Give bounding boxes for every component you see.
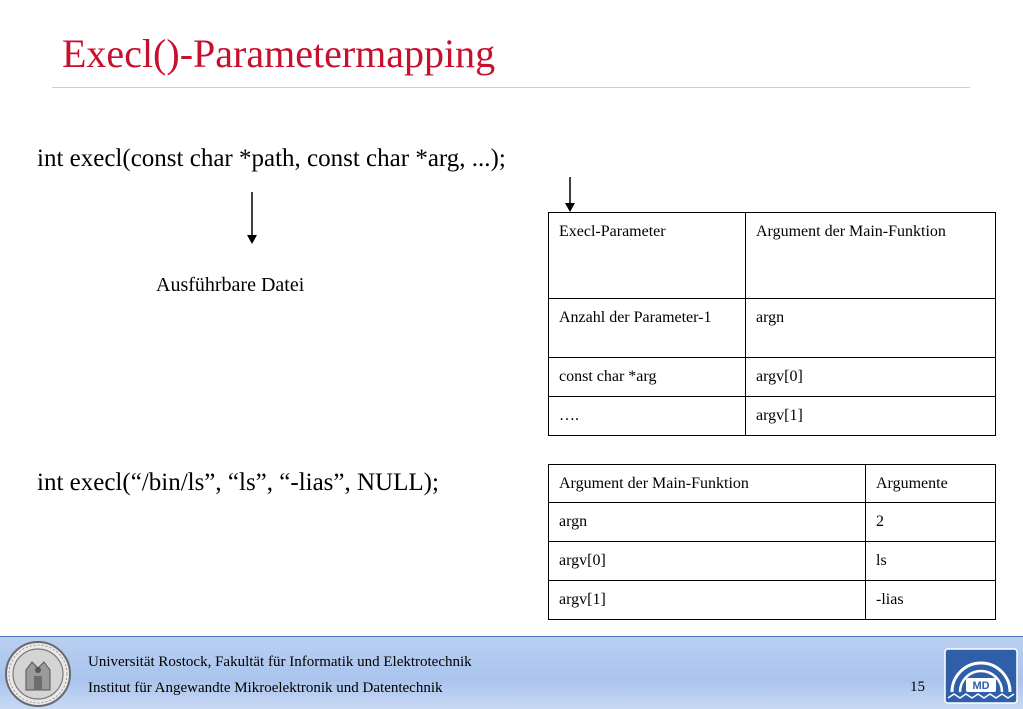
university-seal-icon <box>4 640 72 708</box>
table-cell: argn <box>746 299 996 358</box>
table-cell: const char *arg <box>549 358 746 397</box>
table-cell: argn <box>549 503 866 542</box>
page-number: 15 <box>910 679 925 695</box>
footer-university: Universität Rostock, Fakultät für Informatik und Elektrotechnik <box>88 654 472 670</box>
table-row <box>549 299 996 358</box>
table-cell: 2 <box>866 503 996 542</box>
table-row <box>549 542 996 581</box>
table-cell: -lias <box>866 581 996 620</box>
table-row <box>549 358 996 397</box>
table-cell: Argumente <box>866 465 996 503</box>
institute-logo-icon <box>944 648 1018 704</box>
table-cell: Execl-Parameter <box>549 213 746 299</box>
table-cell: argv[1] <box>549 581 866 620</box>
table-cell: ls <box>866 542 996 581</box>
execl-call-example: int execl(“/bin/ls”, “ls”, “-lias”, NULL); <box>37 469 439 496</box>
slide-title: Execl()-Parametermapping <box>62 31 496 76</box>
executable-label: Ausführbare Datei <box>156 274 305 296</box>
svg-text:MD: MD <box>972 680 990 692</box>
arrow-down-icon <box>562 176 578 214</box>
table-cell: argv[0] <box>549 542 866 581</box>
table-row <box>549 213 996 299</box>
main-arguments-table <box>548 464 996 620</box>
table-cell: …. <box>549 397 746 436</box>
execl-parameter-table <box>548 212 996 436</box>
table-row <box>549 465 996 503</box>
title-divider <box>52 87 970 88</box>
execl-signature: int execl(const char *path, const char *arg, ...); <box>37 145 506 172</box>
footer-bar <box>0 636 1023 709</box>
table-row <box>549 503 996 542</box>
footer-institute: Institut für Angewandte Mikroelektronik und Datentechnik <box>88 680 443 696</box>
arrow-down-icon <box>244 190 260 246</box>
table-row <box>549 581 996 620</box>
table-cell: Argument der Main-Funktion <box>746 213 996 299</box>
table-cell: Anzahl der Parameter-1 <box>549 299 746 358</box>
table-cell: argv[1] <box>746 397 996 436</box>
table-cell: argv[0] <box>746 358 996 397</box>
table-cell: Argument der Main-Funktion <box>549 465 866 503</box>
table-row <box>549 397 996 436</box>
